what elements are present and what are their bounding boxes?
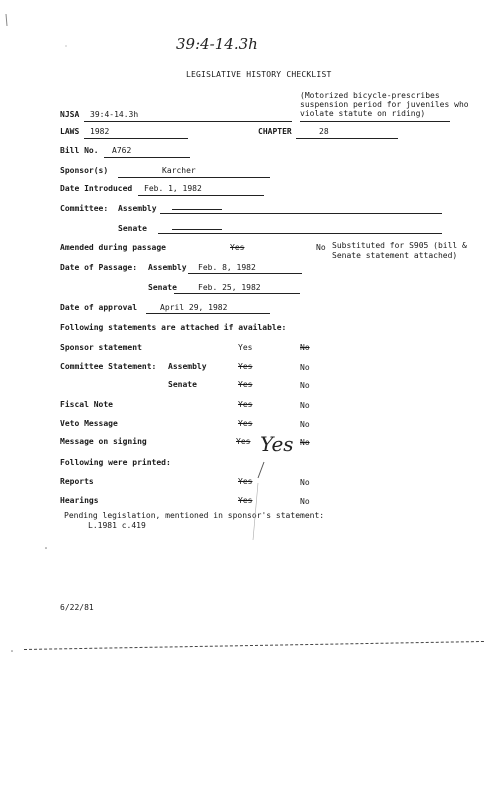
chapter-label: CHAPTER (258, 127, 292, 136)
handwritten-yes: Yes (260, 432, 294, 456)
printed-yes: Yes (238, 477, 253, 486)
page-title: LEGISLATIVE HISTORY CHECKLIST (186, 70, 332, 79)
statement-no: No (300, 363, 310, 372)
statement-label: Veto Message (60, 419, 118, 428)
statement-yes: Yes (238, 380, 253, 389)
handwritten-number: 39:4-14.3h (176, 35, 258, 53)
statement-no: No (300, 381, 310, 390)
amended-note-line: Substituted for S905 (bill & (332, 241, 467, 250)
njsa-label: NJSA (60, 110, 80, 119)
approval-label: Date of approval (60, 303, 138, 312)
amended-note-line: Senate statement attached) (332, 251, 458, 260)
statement-no: No (300, 420, 310, 429)
sponsor-value: Karcher (162, 166, 196, 175)
bill-label: Bill No. (60, 146, 99, 155)
subject-note-line: suspension period for juveniles who (300, 100, 469, 109)
statement-yes: Yes (238, 343, 253, 352)
passage-assembly-date: Feb. 8, 1982 (198, 263, 256, 272)
statement-label: Message on signing (60, 437, 147, 446)
laws-value: 1982 (90, 127, 110, 136)
statement-sub-label: Senate (168, 380, 197, 389)
committee-senate-label: Senate (118, 224, 147, 233)
printed-no: No (300, 497, 310, 506)
printed-yes: Yes (238, 496, 253, 505)
sponsor-label: Sponsor(s) (60, 166, 109, 175)
printed-heading: Following were printed: (60, 458, 171, 467)
amended-label: Amended during passage (60, 243, 166, 252)
statement-no: No (300, 343, 310, 352)
introduced-label: Date Introduced (60, 184, 133, 193)
footer-date: 6/22/81 (60, 603, 94, 612)
statement-yes: Yes (238, 419, 253, 428)
printed-no: No (300, 478, 310, 487)
laws-label: LAWS (60, 127, 80, 136)
passage-assembly-label: Assembly (148, 263, 187, 272)
passage-label: Date of Passage: (60, 263, 138, 272)
printed-label: Hearings (60, 496, 99, 505)
statement-label: Sponsor statement (60, 343, 142, 352)
statement-yes: Yes (238, 362, 253, 371)
statement-yes: Yes (236, 437, 251, 446)
statements-heading: Following statements are attached if available: (60, 323, 287, 332)
pending-label: Pending legislation, mentioned in sponsor's statement: (64, 511, 325, 520)
statement-label: Committee Statement: (60, 362, 157, 371)
passage-senate-date: Feb. 25, 1982 (198, 283, 261, 292)
committee-assembly-label: Assembly (118, 204, 157, 213)
chapter-value: 28 (319, 127, 329, 136)
committee-label: Committee: (60, 204, 109, 213)
introduced-value: Feb. 1, 1982 (144, 184, 202, 193)
bill-value: A762 (112, 146, 132, 155)
subject-note-line: violate statute on riding) (300, 109, 426, 118)
pending-value: L.1981 c.419 (88, 521, 146, 530)
statement-no: No (300, 401, 310, 410)
amended-yes: Yes (230, 243, 245, 252)
printed-label: Reports (60, 477, 94, 486)
passage-senate-label: Senate (148, 283, 177, 292)
amended-no: No (316, 243, 326, 252)
statement-sub-label: Assembly (168, 362, 207, 371)
statement-no: No (300, 438, 310, 447)
statement-yes: Yes (238, 400, 253, 409)
approval-value: April 29, 1982 (160, 303, 228, 312)
subject-note-line: (Motorized bicycle-prescribes (300, 91, 440, 100)
njsa-value: 39:4-14.3h (90, 110, 139, 119)
statement-label: Fiscal Note (60, 400, 113, 409)
